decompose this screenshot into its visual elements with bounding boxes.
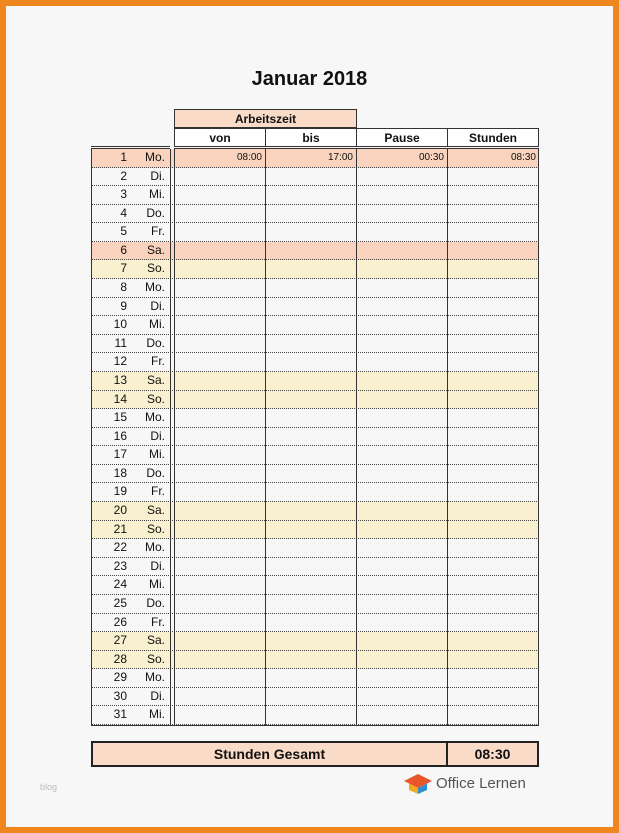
total-box	[91, 741, 539, 767]
bis-cell[interactable]	[265, 614, 356, 632]
von-cell[interactable]	[174, 298, 265, 316]
bis-cell[interactable]	[265, 205, 356, 223]
stunden-cell[interactable]	[447, 446, 539, 464]
table-row	[91, 353, 539, 372]
day-number-cell: 14	[113, 391, 127, 406]
stunden-cell[interactable]	[447, 688, 539, 706]
bis-cell[interactable]	[265, 391, 356, 409]
pause-cell[interactable]	[356, 446, 447, 464]
stunden-cell[interactable]	[447, 205, 539, 223]
day-number-cell: 21	[113, 521, 127, 536]
table-row	[91, 669, 539, 688]
pause-cell[interactable]	[356, 558, 447, 576]
von-cell[interactable]	[174, 279, 265, 297]
day-number-cell: 1	[120, 150, 127, 164]
stunden-cell[interactable]	[447, 223, 539, 241]
stunden-cell[interactable]	[447, 539, 539, 557]
table-row	[91, 242, 539, 261]
bis-cell[interactable]	[265, 558, 356, 576]
column-header-pause: Pause	[356, 128, 448, 147]
weekday-cell: Do.	[146, 205, 165, 220]
watermark-text: blog	[40, 782, 58, 792]
pause-cell[interactable]: 00:30	[418, 152, 444, 163]
pause-cell[interactable]	[356, 632, 447, 650]
bis-cell[interactable]	[265, 316, 356, 334]
weekday-cell: Di.	[150, 428, 165, 443]
day-number-cell: 6	[120, 242, 127, 257]
pause-cell[interactable]	[356, 168, 447, 186]
table-row	[91, 428, 539, 447]
table-row	[91, 260, 539, 279]
weekday-cell: Di.	[150, 558, 165, 573]
table-row	[91, 409, 539, 428]
weekday-cell: So.	[146, 261, 165, 276]
table-row	[91, 223, 539, 242]
weekday-cell: Mi.	[149, 577, 165, 592]
table-row	[91, 279, 539, 298]
stunden-cell[interactable]	[447, 391, 539, 409]
bis-cell[interactable]	[265, 688, 356, 706]
von-cell[interactable]	[174, 446, 265, 464]
brand-name: Office Lernen	[436, 775, 526, 792]
table-row	[91, 521, 539, 540]
stunden-cell[interactable]	[447, 706, 539, 724]
stunden-cell[interactable]	[447, 595, 539, 613]
pause-cell[interactable]	[356, 428, 447, 446]
pause-cell[interactable]	[356, 706, 447, 724]
table-row	[91, 688, 539, 707]
table-row	[91, 706, 539, 725]
bis-cell[interactable]	[265, 298, 356, 316]
day-number-cell: 16	[113, 428, 127, 443]
table-border-left	[91, 149, 92, 726]
pause-cell[interactable]	[356, 186, 447, 204]
von-cell[interactable]	[174, 168, 265, 186]
pause-cell[interactable]	[356, 521, 447, 539]
day-number-cell: 18	[113, 465, 127, 480]
pause-cell[interactable]	[356, 595, 447, 613]
day-number-cell: 20	[113, 503, 127, 518]
stunden-cell[interactable]	[447, 428, 539, 446]
weekday-cell: Mo.	[144, 670, 165, 685]
table-row	[91, 298, 539, 317]
stunden-cell[interactable]	[447, 353, 539, 371]
weekday-cell: Fr.	[151, 614, 165, 629]
column-header-von: von	[174, 128, 266, 147]
weekday-cell: Sa.	[146, 242, 165, 257]
von-cell[interactable]	[174, 391, 265, 409]
pause-cell[interactable]	[356, 353, 447, 371]
day-number-cell: 22	[113, 540, 127, 555]
weekday-cell: So.	[146, 651, 165, 666]
bis-cell[interactable]	[265, 539, 356, 557]
time-table	[91, 149, 539, 725]
table-row	[91, 632, 539, 651]
bis-cell[interactable]	[265, 353, 356, 371]
day-number-cell: 27	[113, 633, 127, 648]
table-row	[91, 502, 539, 521]
weekday-cell: Di.	[150, 688, 165, 703]
stunden-cell[interactable]	[447, 260, 539, 278]
day-number-cell: 7	[120, 261, 127, 276]
stunden-cell[interactable]	[447, 576, 539, 594]
total-label: Stunden Gesamt	[93, 743, 448, 765]
stunden-cell[interactable]	[447, 409, 539, 427]
weekday-cell: So.	[146, 521, 165, 536]
pause-cell[interactable]	[356, 483, 447, 501]
table-row	[91, 576, 539, 595]
table-divider	[170, 149, 171, 726]
stunden-cell[interactable]	[447, 242, 539, 260]
column-header-bis: bis	[265, 128, 357, 147]
von-cell[interactable]	[174, 576, 265, 594]
stunden-cell[interactable]	[447, 186, 539, 204]
table-row	[91, 651, 539, 670]
pause-cell[interactable]	[356, 688, 447, 706]
stunden-cell[interactable]	[447, 558, 539, 576]
day-number-cell: 5	[120, 224, 127, 239]
weekday-cell: Mo.	[144, 150, 165, 164]
weekday-cell: Mi.	[149, 447, 165, 462]
stunden-cell[interactable]	[447, 465, 539, 483]
pause-cell[interactable]	[356, 223, 447, 241]
table-row	[91, 391, 539, 410]
table-row	[91, 316, 539, 335]
day-number-cell: 13	[113, 372, 127, 387]
pause-cell[interactable]	[356, 502, 447, 520]
table-row	[91, 335, 539, 354]
bis-cell[interactable]	[265, 335, 356, 353]
von-cell[interactable]	[174, 205, 265, 223]
bis-cell[interactable]	[265, 409, 356, 427]
weekday-cell: Do.	[146, 465, 165, 480]
total-value: 08:30	[474, 746, 511, 762]
table-row	[91, 149, 539, 168]
pause-cell[interactable]	[356, 539, 447, 557]
stunden-cell[interactable]	[447, 279, 539, 297]
pause-cell[interactable]	[356, 242, 447, 260]
day-number-cell: 8	[120, 280, 127, 295]
day-number-cell: 25	[113, 595, 127, 610]
bis-cell[interactable]	[265, 260, 356, 278]
weekday-cell: Di.	[150, 168, 165, 183]
von-cell[interactable]	[174, 260, 265, 278]
day-number-cell: 9	[120, 298, 127, 313]
weekday-cell: So.	[146, 391, 165, 406]
weekday-cell: Di.	[150, 298, 165, 313]
pause-cell[interactable]	[356, 669, 447, 687]
pause-cell[interactable]	[356, 335, 447, 353]
weekday-cell: Sa.	[146, 503, 165, 518]
table-divider	[265, 149, 266, 726]
table-row	[91, 483, 539, 502]
table-divider	[356, 149, 357, 726]
stunden-cell[interactable]	[447, 632, 539, 650]
stunden-cell[interactable]	[447, 521, 539, 539]
pause-cell[interactable]	[356, 316, 447, 334]
day-number-cell: 23	[113, 558, 127, 573]
weekday-cell: Mo.	[144, 540, 165, 555]
weekday-cell: Fr.	[151, 354, 165, 369]
table-row	[91, 446, 539, 465]
pause-cell[interactable]	[356, 260, 447, 278]
bis-cell[interactable]	[265, 651, 356, 669]
column-header-stunden: Stunden	[447, 128, 539, 147]
table-row	[91, 168, 539, 187]
weekday-cell: Do.	[146, 335, 165, 350]
pause-cell[interactable]	[356, 409, 447, 427]
von-cell[interactable]	[174, 521, 265, 539]
day-number-cell: 3	[120, 187, 127, 202]
weekday-cell: Fr.	[151, 224, 165, 239]
von-cell[interactable]	[174, 558, 265, 576]
von-cell[interactable]	[174, 316, 265, 334]
stunden-cell[interactable]: 08:30	[510, 152, 536, 163]
table-row	[91, 595, 539, 614]
bis-cell[interactable]	[265, 242, 356, 260]
bis-cell[interactable]	[265, 632, 356, 650]
table-row	[91, 372, 539, 391]
weekday-cell: Mi.	[149, 707, 165, 722]
bis-cell[interactable]	[265, 595, 356, 613]
day-number-cell: 10	[113, 317, 127, 332]
von-cell[interactable]	[174, 409, 265, 427]
page-title: Januar 2018	[251, 68, 368, 90]
von-cell[interactable]	[174, 428, 265, 446]
von-cell[interactable]	[174, 372, 265, 390]
von-cell[interactable]	[174, 595, 265, 613]
stunden-cell[interactable]	[447, 372, 539, 390]
pause-cell[interactable]	[356, 614, 447, 632]
stunden-cell[interactable]	[447, 298, 539, 316]
von-cell[interactable]	[174, 483, 265, 501]
stunden-cell[interactable]	[447, 651, 539, 669]
bis-cell[interactable]	[265, 576, 356, 594]
bis-cell[interactable]	[265, 446, 356, 464]
graduation-cap-icon	[403, 773, 433, 795]
bis-cell[interactable]	[265, 521, 356, 539]
pause-cell[interactable]	[356, 576, 447, 594]
stunden-cell[interactable]	[447, 168, 539, 186]
von-cell[interactable]: 08:00	[236, 152, 262, 163]
weekday-cell: Mi.	[149, 187, 165, 202]
table-bottom-border	[91, 725, 539, 726]
day-number-cell: 31	[113, 707, 127, 722]
bis-cell[interactable]	[265, 372, 356, 390]
von-cell[interactable]	[174, 688, 265, 706]
weekday-cell: Mo.	[144, 280, 165, 295]
table-row	[91, 205, 539, 224]
day-number-cell: 30	[113, 688, 127, 703]
weekday-cell: Do.	[146, 595, 165, 610]
bis-cell[interactable]	[265, 706, 356, 724]
table-divider	[447, 149, 448, 726]
von-cell[interactable]	[174, 186, 265, 204]
von-cell[interactable]	[174, 651, 265, 669]
table-border-right	[538, 149, 539, 726]
day-number-cell: 24	[113, 577, 127, 592]
bis-cell[interactable]	[265, 279, 356, 297]
von-cell[interactable]	[174, 614, 265, 632]
table-row	[91, 539, 539, 558]
day-number-cell: 15	[113, 410, 127, 425]
von-cell[interactable]	[174, 669, 265, 687]
pause-cell[interactable]	[356, 465, 447, 483]
bis-cell[interactable]: 17:00	[327, 152, 353, 163]
pause-cell[interactable]	[356, 279, 447, 297]
table-row	[91, 614, 539, 633]
weekday-cell: Fr.	[151, 484, 165, 499]
day-number-cell: 4	[120, 205, 127, 220]
von-cell[interactable]	[174, 465, 265, 483]
table-row	[91, 558, 539, 577]
bis-cell[interactable]	[265, 483, 356, 501]
table-divider	[174, 149, 175, 726]
pause-cell[interactable]	[356, 651, 447, 669]
von-cell[interactable]	[174, 539, 265, 557]
weekday-cell: Mo.	[144, 410, 165, 425]
von-cell[interactable]	[174, 353, 265, 371]
weekday-cell: Mi.	[149, 317, 165, 332]
day-number-cell: 11	[114, 335, 127, 350]
day-number-cell: 26	[113, 614, 127, 629]
table-row	[91, 186, 539, 205]
stunden-cell[interactable]	[447, 669, 539, 687]
bis-cell[interactable]	[265, 669, 356, 687]
pause-cell[interactable]	[356, 391, 447, 409]
day-number-cell: 28	[113, 651, 127, 666]
weekday-cell: Sa.	[146, 633, 165, 648]
stunden-cell[interactable]	[447, 335, 539, 353]
stunden-cell[interactable]	[447, 614, 539, 632]
bis-cell[interactable]	[265, 223, 356, 241]
stunden-cell[interactable]	[447, 502, 539, 520]
von-cell[interactable]	[174, 706, 265, 724]
weekday-cell: Sa.	[146, 372, 165, 387]
day-number-cell: 2	[120, 168, 127, 183]
bis-cell[interactable]	[265, 168, 356, 186]
day-number-cell: 17	[113, 447, 127, 462]
von-cell[interactable]	[174, 223, 265, 241]
von-cell[interactable]	[174, 335, 265, 353]
day-number-cell: 29	[113, 670, 127, 685]
day-number-cell: 19	[113, 484, 127, 499]
stunden-cell[interactable]	[447, 483, 539, 501]
stunden-cell[interactable]	[447, 316, 539, 334]
pause-cell[interactable]	[356, 372, 447, 390]
pause-cell[interactable]	[356, 205, 447, 223]
table-row	[91, 465, 539, 484]
bis-cell[interactable]	[265, 465, 356, 483]
day-number-cell: 12	[113, 354, 127, 369]
arbeitszeit-header: Arbeitszeit	[174, 109, 357, 128]
von-cell[interactable]	[174, 242, 265, 260]
bis-cell[interactable]	[265, 186, 356, 204]
von-cell[interactable]	[174, 502, 265, 520]
bis-cell[interactable]	[265, 428, 356, 446]
von-cell[interactable]	[174, 632, 265, 650]
pause-cell[interactable]	[356, 298, 447, 316]
bis-cell[interactable]	[265, 502, 356, 520]
